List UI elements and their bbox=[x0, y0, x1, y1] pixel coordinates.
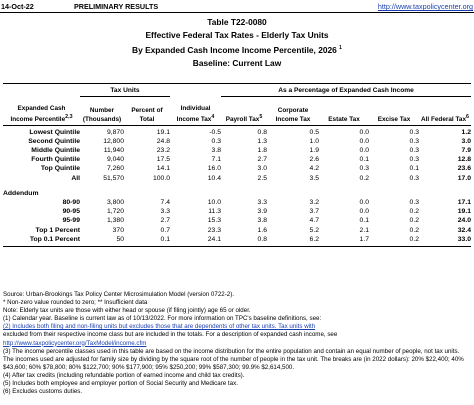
cell-all: 17.0 bbox=[457, 174, 471, 182]
table-row bbox=[3, 164, 471, 173]
cell-individual: 15.3 bbox=[207, 217, 221, 225]
income-definition-link[interactable]: http://www.taxpolicycenter.org/TaxModel/income.cfm bbox=[3, 339, 147, 347]
footnote-3: (3) The income percentile classes used in this table are based on the income distribution for the entire population and contain an equal number of people, not tax units. The incomes used are adjusted for family size by dividing by the square root of the number of people in the tax unit. The breaks are (in 2022 dollars): 20% $22,400; 40% $43,600; 60% $78,800; 80% $122,700; 90% $177,900; 95% $250,200; 99% $587,300; 99.9% $2,614,500. bbox=[3, 347, 464, 371]
cell-number: 12,800 bbox=[103, 137, 124, 145]
cell-payroll: 3.3 bbox=[257, 198, 267, 206]
cell-corporate: 3.5 bbox=[309, 174, 319, 182]
table-row bbox=[3, 207, 471, 216]
cell-estate: 0.3 bbox=[359, 165, 369, 173]
row-label: All bbox=[71, 174, 80, 182]
cell-corporate: 4.2 bbox=[309, 165, 319, 173]
table-row bbox=[3, 216, 471, 225]
footnote-4: (4) After tax credits (including refundable portion of earned income and child tax credits). bbox=[3, 371, 245, 379]
cell-number: 9,040 bbox=[106, 156, 124, 164]
cell-excise: 0.3 bbox=[409, 137, 419, 145]
cell-estate: 0.2 bbox=[359, 174, 369, 182]
table-title: Effective Federal Tax Rates - Elderly Tax Units bbox=[145, 30, 329, 40]
table-number: Table T22-0080 bbox=[207, 17, 267, 27]
cell-excise: 0.2 bbox=[409, 208, 419, 216]
footnote-5: (5) Includes both employee and employer portion of Social Security and Medicare tax. bbox=[3, 380, 238, 388]
cell-individual: 11.3 bbox=[208, 208, 221, 216]
footnote-2 bbox=[3, 323, 471, 331]
cell-estate: 0.1 bbox=[359, 217, 369, 225]
col-header-estate: Estate Tax bbox=[328, 116, 360, 124]
cell-individual: 23.3 bbox=[207, 226, 221, 234]
cell-estate: 0.0 bbox=[359, 146, 369, 154]
cell-individual: 0.3 bbox=[211, 137, 221, 145]
cell-individual: 10.0 bbox=[207, 198, 221, 206]
cell-excise: 0.3 bbox=[409, 156, 419, 164]
col-header-excise: Excise Tax bbox=[377, 116, 411, 124]
cell-all: 7.9 bbox=[461, 146, 471, 154]
cell-corporate: 1.0 bbox=[309, 137, 319, 145]
cell-corporate: 6.2 bbox=[309, 235, 319, 243]
cell-corporate: 3.7 bbox=[309, 208, 319, 216]
cell-pct-total: 19.1 bbox=[156, 128, 170, 136]
cell-pct-total: 0.7 bbox=[160, 226, 170, 234]
col-header-number: Number (Thousands) bbox=[82, 107, 122, 124]
cell-number: 51,570 bbox=[103, 174, 124, 182]
footnote-1: (1) Calendar year. Baseline is current law as of 10/13/2022. For more information on TPC's baseline definitions, see: bbox=[3, 315, 322, 323]
title-block bbox=[0, 16, 474, 70]
footnotes bbox=[3, 291, 471, 396]
cell-payroll: 2.7 bbox=[257, 156, 267, 164]
cell-all: 12.8 bbox=[457, 156, 471, 164]
table-row bbox=[3, 155, 471, 164]
cell-pct-total: 14.1 bbox=[156, 165, 170, 173]
table-row bbox=[3, 174, 471, 183]
cell-pct-total: 100.0 bbox=[152, 174, 170, 182]
cell-all: 17.1 bbox=[457, 198, 471, 206]
table-row bbox=[3, 226, 471, 235]
cell-all: 23.6 bbox=[457, 165, 471, 173]
table-subtitle: By Expanded Cash Income Income Percentile, 2026 $^1$ bbox=[132, 44, 342, 55]
group-header-pct-income: As a Percentage of Expanded Cash Income bbox=[221, 86, 471, 96]
row-label: Lowest Quintile bbox=[29, 128, 80, 136]
cell-pct-total: 3.3 bbox=[160, 208, 170, 216]
row-label: 80-90 bbox=[62, 198, 80, 206]
cell-payroll: 1.6 bbox=[257, 226, 267, 234]
col-header-payroll: Payroll Tax$^5$ bbox=[225, 114, 263, 124]
cell-number: 11,940 bbox=[103, 146, 124, 154]
row-label: 90-95 bbox=[62, 208, 80, 216]
cell-corporate: 3.2 bbox=[309, 198, 319, 206]
cell-number: 9,870 bbox=[106, 128, 124, 136]
cell-number: 1,380 bbox=[106, 217, 124, 225]
tax-rates-table bbox=[3, 83, 471, 247]
cell-corporate: 0.5 bbox=[309, 128, 319, 136]
col-header-individual: Individual Income Tax$^4$ bbox=[176, 104, 215, 124]
cell-corporate: 1.9 bbox=[309, 146, 319, 154]
cell-estate: 0.0 bbox=[359, 137, 369, 145]
cell-excise: 0.3 bbox=[409, 128, 419, 136]
elderly-note: Note: Elderly tax units are those with either head or spouse (if filing jointly) age 65 or older. bbox=[3, 307, 251, 315]
table-row bbox=[3, 146, 471, 155]
cell-excise: 0.2 bbox=[409, 235, 419, 243]
cell-all: 3.0 bbox=[461, 137, 471, 145]
footnote-2-link-text[interactable]: (2) Includes both filing and non-filing units but excludes those that are dependents of other tax units. Tax units with bbox=[3, 323, 316, 331]
col-header-all-federal: All Federal Tax$^6$ bbox=[421, 114, 469, 124]
row-label: 95-99 bbox=[62, 217, 80, 225]
baseline-label: Baseline: Current Law bbox=[192, 57, 282, 68]
cell-individual: 24.1 bbox=[207, 235, 221, 243]
cell-payroll: 3.8 bbox=[257, 217, 267, 225]
cell-all: 1.2 bbox=[461, 128, 471, 136]
footnote-2-url bbox=[3, 340, 471, 348]
cell-payroll: 2.5 bbox=[257, 174, 267, 182]
cell-corporate: 5.2 bbox=[309, 226, 319, 234]
footnote-6: (6) Excludes customs duties. bbox=[3, 388, 83, 396]
table-row bbox=[3, 137, 471, 146]
table-row bbox=[3, 128, 471, 137]
cell-excise: 0.2 bbox=[409, 226, 419, 234]
cell-all: 33.0 bbox=[457, 235, 471, 243]
cell-payroll: 3.9 bbox=[257, 208, 267, 216]
source-note: Source: Urban-Brookings Tax Policy Center Microsimulation Model (version 0722-2). bbox=[3, 291, 234, 298]
addendum-rows bbox=[3, 198, 471, 244]
addendum-label: Addendum bbox=[3, 189, 39, 197]
table-row bbox=[3, 235, 471, 244]
cell-estate: 0.1 bbox=[359, 156, 369, 164]
cell-number: 50 bbox=[116, 235, 124, 243]
cell-estate: 2.1 bbox=[359, 226, 369, 234]
cell-estate: 0.0 bbox=[359, 208, 369, 216]
cell-estate: 1.7 bbox=[359, 235, 369, 243]
cell-excise: 0.1 bbox=[409, 165, 419, 173]
row-label: Fourth Quintile bbox=[31, 156, 80, 164]
row-label: Top Quintile bbox=[40, 165, 80, 173]
cell-excise: 0.3 bbox=[409, 198, 419, 206]
cell-excise: 0.3 bbox=[409, 146, 419, 154]
cell-corporate: 4.7 bbox=[309, 217, 319, 225]
row-label: Second Quintile bbox=[28, 137, 80, 145]
col-header-corporate: Corporate Income Tax bbox=[275, 107, 311, 124]
cell-number: 370 bbox=[112, 226, 124, 234]
row-label: Middle Quintile bbox=[31, 146, 80, 154]
cell-pct-total: 2.7 bbox=[160, 217, 170, 225]
cell-individual: 3.8 bbox=[211, 146, 221, 154]
cell-payroll: 3.0 bbox=[257, 165, 267, 173]
table-row bbox=[3, 198, 471, 207]
cell-individual: 7.1 bbox=[211, 156, 221, 164]
cell-all: 19.1 bbox=[457, 208, 471, 216]
tpc-home-link[interactable]: http://www.taxpolicycenter.org bbox=[377, 2, 473, 11]
col-header-percentile: Expanded Cash Income Percentile$^{2,3}$ bbox=[10, 104, 73, 124]
cell-all: 32.4 bbox=[457, 226, 471, 234]
row-label: Top 0.1 Percent bbox=[29, 235, 80, 243]
cell-pct-total: 24.8 bbox=[156, 137, 170, 145]
footnote-2-cont: excluded from their respective income class but are included in the totals. For a description of expanded cash income, see bbox=[3, 331, 338, 339]
cell-individual: 16.0 bbox=[207, 165, 221, 173]
cell-payroll: 0.8 bbox=[257, 235, 267, 243]
cell-pct-total: 7.4 bbox=[160, 198, 170, 206]
nonzero-note: * Non-zero value rounded to zero; ** Insufficient data bbox=[3, 299, 148, 307]
cell-pct-total: 17.5 bbox=[156, 156, 170, 164]
row-label: Top 1 Percent bbox=[35, 226, 80, 234]
cell-payroll: 1.3 bbox=[257, 137, 267, 145]
cell-corporate: 2.6 bbox=[309, 156, 319, 164]
cell-estate: 0.0 bbox=[359, 198, 369, 206]
main-rows bbox=[3, 128, 471, 183]
cell-number: 1,720 bbox=[106, 208, 124, 216]
cell-excise: 0.2 bbox=[409, 217, 419, 225]
cell-individual: 10.4 bbox=[207, 174, 221, 182]
report-date: 14-Oct-22 bbox=[1, 2, 34, 11]
status-label: PRELIMINARY RESULTS bbox=[74, 2, 159, 11]
col-header-pct-total: Percent of Total bbox=[131, 107, 163, 124]
group-header-tax-units: Tax Units bbox=[80, 86, 170, 96]
cell-estate: 0.0 bbox=[359, 128, 369, 136]
cell-number: 3,800 bbox=[106, 198, 124, 206]
cell-payroll: 0.8 bbox=[257, 128, 267, 136]
cell-payroll: 1.8 bbox=[257, 146, 267, 154]
top-rule bbox=[0, 12, 474, 13]
cell-pct-total: 23.2 bbox=[156, 146, 170, 154]
cell-pct-total: 0.1 bbox=[160, 235, 170, 243]
cell-all: 24.0 bbox=[457, 217, 471, 225]
cell-number: 7,260 bbox=[106, 165, 124, 173]
cell-excise: 0.3 bbox=[409, 174, 419, 182]
cell-individual: -0.5 bbox=[209, 128, 221, 136]
